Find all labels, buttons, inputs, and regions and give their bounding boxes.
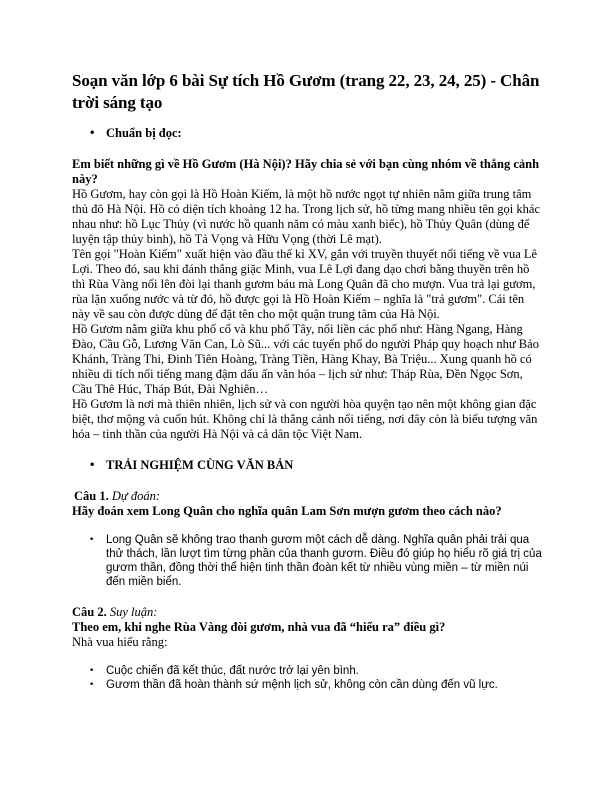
cau1-question: Hãy đoán xem Long Quân cho nghĩa quân Lam Sơn mượn gươm theo cách nào? bbox=[72, 504, 502, 518]
cau2-heading bbox=[72, 605, 542, 620]
cau2-answer-1: • Cuộc chiến đã kết thúc, đất nước trở lại yên bình. bbox=[72, 664, 542, 678]
cau2-answer-list bbox=[72, 664, 542, 692]
prep-question: Em biết những gì về Hồ Gươm (Hà Nội)? Hãy chia sẻ với bạn cùng nhóm về thắng cảnh này? bbox=[72, 157, 540, 186]
cau2-label: Câu 2. bbox=[72, 605, 107, 619]
paragraph-4: Hồ Gươm là nơi mà thiên nhiên, lịch sử và con người hòa quyện tạo nên một không gian đặc biệt, thơ mộng và cuốn hút. Không chỉ là thắng cảnh nổi tiếng, nơi đây còn là biểu tượng văn hóa – tinh thần của người Hà Nội và cả dân tộc Việt Nam. bbox=[72, 397, 538, 441]
cau1-answer-list bbox=[72, 533, 542, 589]
cau2-intro: Nhà vua hiểu rằng: bbox=[72, 635, 168, 649]
paragraph-2: Tên gọi "Hoàn Kiếm" xuất hiện vào đầu thế kỉ XV, gắn với truyền thuyết nổi tiếng về vua Lê Lợi. Theo đó, sau khi đánh thắng giặc Minh, vua Lê Lợi đang dạo chơi bằng thuyền trên hồ thì Rùa Vàng nổi lên đòi lại thanh gươm báu mà Long Quân đã cho mượn. Vua trả lại gươm, rùa lặn xuống nước và từ đó, hồ được gọi là Hồ Hoàn Kiếm – nghĩa là "trả gươm". Cái tên này về sau còn được dùng để đặt tên cho một quận trung tâm của Hà Nội. bbox=[72, 247, 538, 321]
cau1-answer: • Long Quân sẽ không trao thanh gươm một cách dễ dàng. Nghĩa quân phải trải qua thử thách, lần lượt tìm từng phần của thanh gươm. Điều đó giúp họ hiểu rõ giá trị của gươm thần, đồng thời thể hiện tinh thần đoàn kết từ nhiều vùng miền – từ miền núi đến miền biển. bbox=[72, 533, 542, 589]
paragraph-3: Hồ Gươm nằm giữa khu phố cổ và khu phố Tây, nối liền các phố như: Hàng Ngang, Hàng Đào, Cầu Gỗ, Lương Văn Can, Lò Sũ... với các tuyến phố do người Pháp quy hoạch như Bảo Khánh, Tràng Thi, Đinh Tiên Hoàng, Tràng Tiền, Hàng Khay, Bà Triệu... Xung quanh hồ có nhiều di tích nổi tiếng mang đậm dấu ấn văn hóa – lịch sử như: Tháp Rùa, Đền Ngọc Sơn, Cầu Thê Húc, Tháp Bút, Đài Nghiên… bbox=[72, 322, 539, 396]
section-list-experience bbox=[72, 458, 542, 473]
paragraph-1: Hồ Gươm, hay còn gọi là Hồ Hoàn Kiếm, là một hồ nước ngọt tự nhiên nằm giữa trung tâm thủ đô Hà Nội. Hồ có diện tích khoảng 12 ha. Trong lịch sử, hồ từng mang nhiều tên gọi khác nhau như: hồ Lục Thủy (vì nước hồ quanh năm có màu xanh biếc), hồ Thủy Quân (dùng để luyện tập thủy binh), hồ Tả Vọng và Hữu Vọng (thời Lê mạt). bbox=[72, 187, 541, 246]
section-list-prep bbox=[72, 126, 542, 141]
cau1-type: Dự đoán: bbox=[111, 489, 160, 503]
page-title: Soạn văn lớp 6 bài Sự tích Hồ Gươm (trang 22, 23, 24, 25) - Chân trời sáng tạo bbox=[72, 71, 540, 112]
cau1-heading bbox=[72, 489, 542, 504]
cau2-question: Theo em, khi nghe Rùa Vàng đòi gươm, nhà vua đã “hiểu ra” điều gì? bbox=[72, 620, 446, 634]
section-heading-experience: • TRẢI NGHIỆM CÙNG VĂN BẢN bbox=[72, 458, 542, 473]
document-page bbox=[72, 70, 542, 692]
section-heading-prep: • Chuẩn bị đọc: bbox=[72, 126, 542, 141]
cau1-label: Câu 1. bbox=[74, 489, 109, 503]
cau2-type: Suy luận: bbox=[109, 605, 158, 619]
cau2-answer-2: • Gươm thần đã hoàn thành sứ mệnh lịch sử, không còn cần dùng đến vũ lực. bbox=[72, 678, 542, 692]
